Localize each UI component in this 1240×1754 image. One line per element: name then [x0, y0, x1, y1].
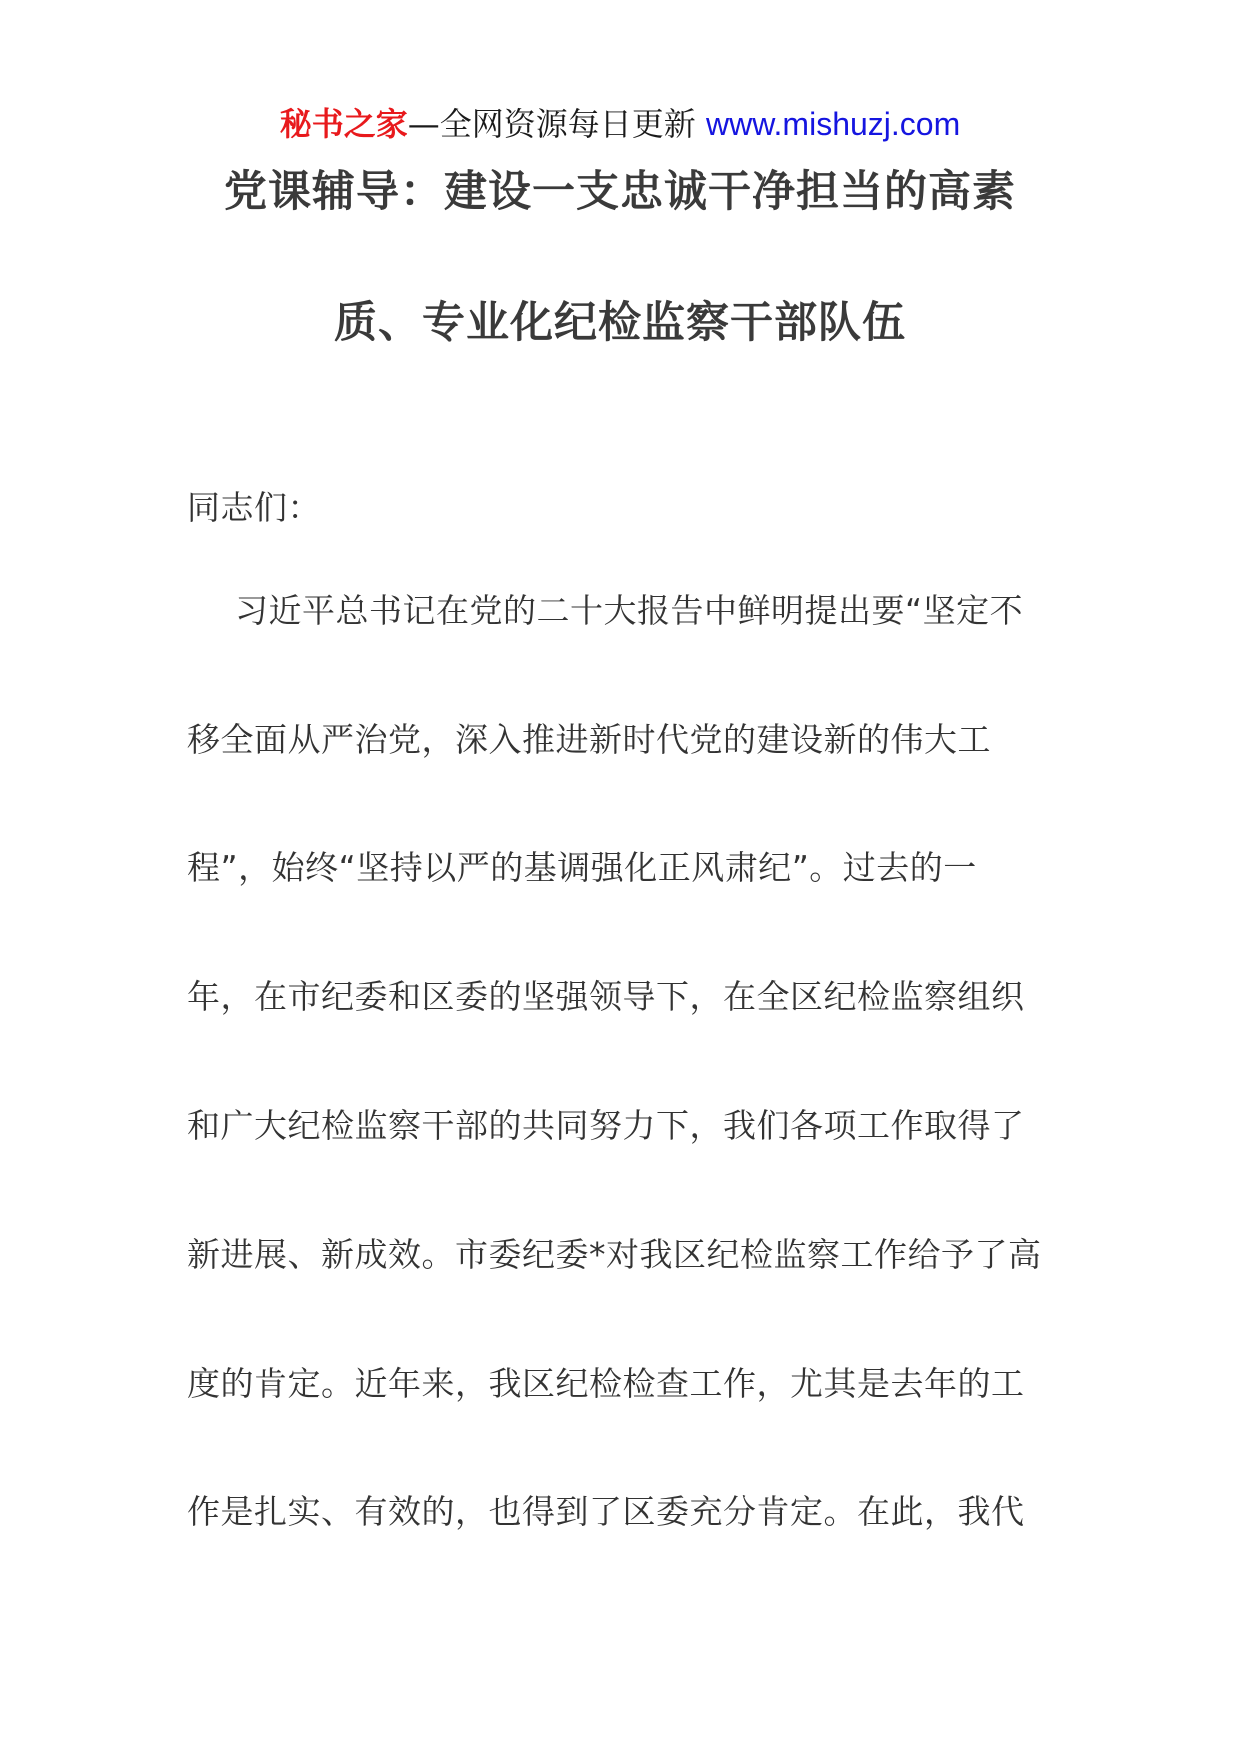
site-url-link[interactable]: www.mishuzj.com: [705, 106, 961, 142]
paragraph-line: 新进展、新成效。市委纪委*对我区纪检监察工作给予了高: [187, 1235, 1042, 1274]
paragraph-line: 程”，始终“坚持以严的基调强化正风肃纪”。过去的一: [187, 848, 977, 887]
greeting: 同志们：: [187, 488, 321, 527]
document-title-line-2: 质、专业化纪检监察干部队伍: [334, 298, 906, 348]
header-tagline: —全网资源每日更新: [407, 105, 696, 143]
paragraph-line: 习近平总书记在党的二十大报告中鲜明提出要“坚定不: [235, 591, 1024, 630]
brand-name: 秘书之家: [279, 105, 408, 143]
paragraph-line: 度的肯定。近年来，我区纪检检查工作，尤其是去年的工: [187, 1364, 1025, 1403]
document-title-line-1: 党课辅导：建设一支忠诚干净担当的高素: [224, 167, 1016, 217]
site-header: [0, 102, 1240, 146]
paragraph-line: 年，在市纪委和区委的坚强领导下，在全区纪检监察组织: [187, 977, 1025, 1016]
paragraph-line: 作是扎实、有效的，也得到了区委充分肯定。在此，我代: [187, 1492, 1025, 1531]
paragraph-line: 和广大纪检监察干部的共同努力下，我们各项工作取得了: [187, 1106, 1025, 1145]
paragraph-line: 移全面从严治党，深入推进新时代党的建设新的伟大工: [187, 720, 991, 759]
